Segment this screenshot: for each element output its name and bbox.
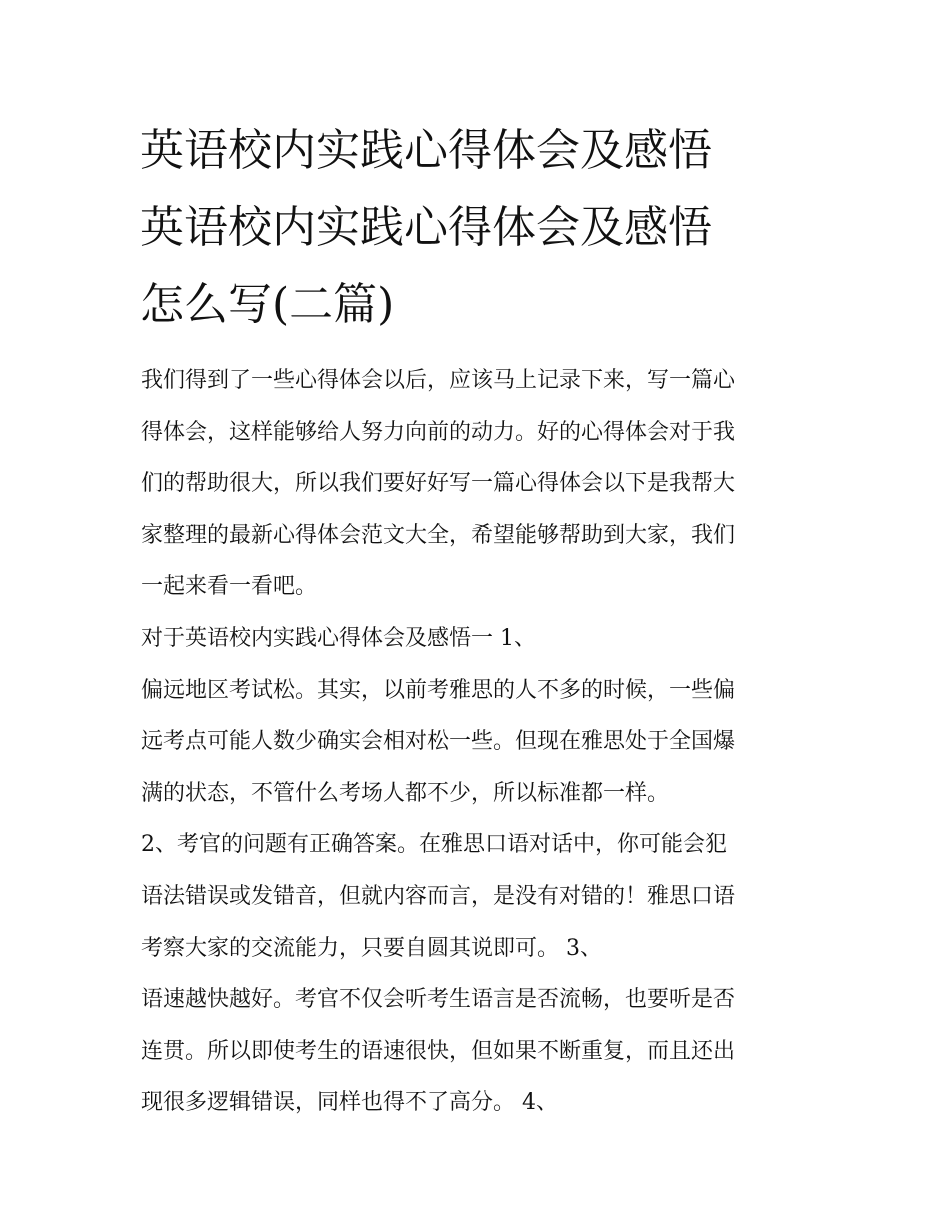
- intro-line: 得体会，这样能够给人努力向前的动力。好的心得体会对于我: [141, 419, 736, 445]
- document-title: [140, 112, 820, 343]
- document-body: [141, 355, 821, 1129]
- intro-line: 家整理的最新心得体会范文大全，希望能够帮助到大家，我们: [141, 522, 736, 548]
- paragraph-line: 远考点可能人数少确实会相对松一些。但现在雅思处于全国爆: [141, 729, 736, 755]
- paragraph-line: 现很多逻辑错误，同样也得不了高分。 4、: [141, 1090, 558, 1116]
- intro-line: 我们得到了一些心得体会以后，应该马上记录下来，写一篇心: [141, 368, 736, 393]
- paragraph-line: 满的状态，不管什么考场人都不少，所以标准都一样。: [141, 780, 670, 806]
- title-line: 英语校内实践心得体会及感悟: [140, 202, 712, 253]
- intro-line: 一起来看一看吧。: [141, 574, 318, 600]
- paragraph-line: 偏远地区考试松。其实，以前考雅思的人不多的时候，一些偏: [141, 677, 736, 703]
- paragraph-line: 2、考官的问题有正确答案。在雅思口语对话中，你可能会犯: [141, 832, 727, 858]
- paragraph-line: 语法错误或发错音，但就内容而言，是没有对错的！雅思口语: [141, 883, 736, 909]
- title-line: 英语校内实践心得体会及感悟: [140, 125, 712, 176]
- paragraph-line: 考察大家的交流能力，只要自圆其说即可。 3、: [141, 935, 602, 961]
- paragraph-line: 语速越快越好。考官不仅会听考生语言是否流畅，也要听是否: [141, 987, 736, 1013]
- title-line: 怎么写(二篇): [140, 279, 395, 330]
- intro-line: 们的帮助很大，所以我们要好好写一篇心得体会以下是我帮大: [141, 471, 736, 497]
- section-heading: 对于英语校内实践心得体会及感悟一 1、: [141, 625, 536, 651]
- paragraph-line: 连贯。所以即使考生的语速很快，但如果不断重复，而且还出: [141, 1038, 736, 1064]
